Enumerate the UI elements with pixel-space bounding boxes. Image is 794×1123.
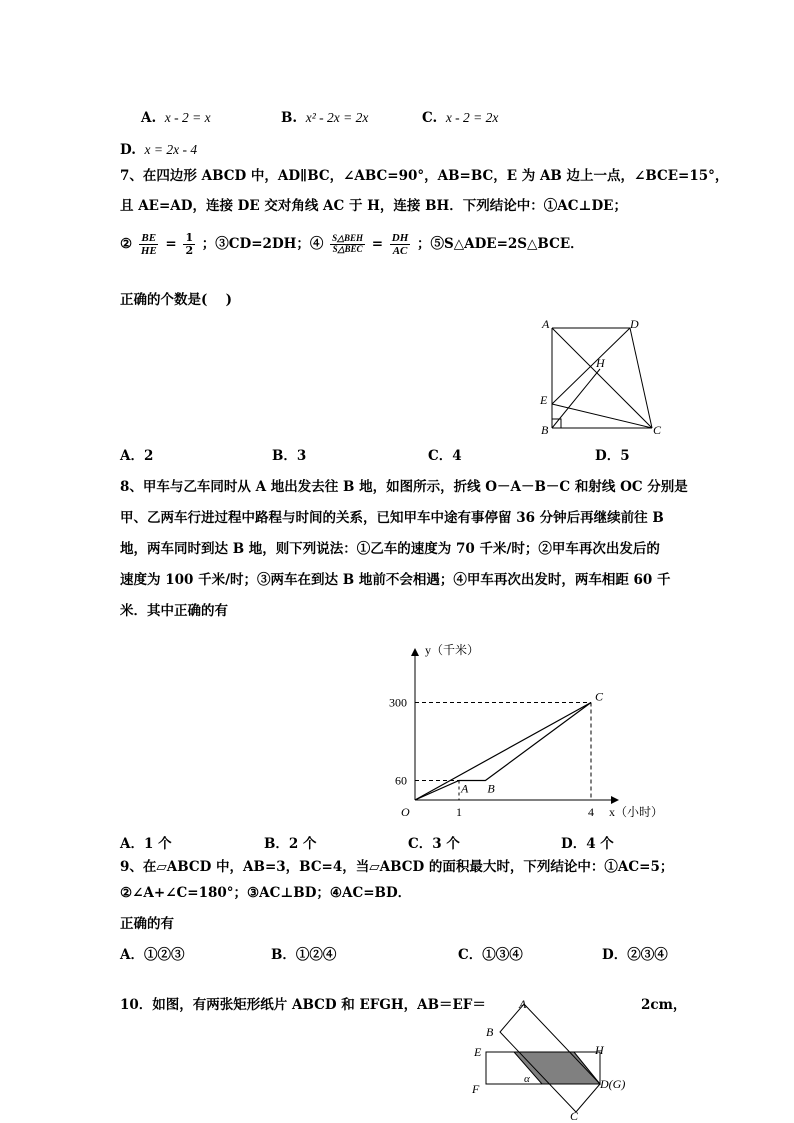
- q6-option-d: [120, 142, 197, 158]
- q7-c2-rnum: 1: [185, 231, 194, 244]
- q6-option-c-expr: x - 2 = 2x: [445, 110, 499, 125]
- q6-option-d-label: D.: [120, 142, 136, 158]
- q8-line2: 甲、乙两车行进过程中路程与时间的关系，已知甲车中途有事停留 36 分钟后再继续前往 B: [120, 510, 664, 526]
- q9-option-b: B．①②④: [271, 947, 337, 963]
- q9-option-a: A．①②③: [120, 947, 185, 963]
- q7-fig-label-c: C: [653, 423, 662, 437]
- q10-fig-label-alpha: α: [524, 1073, 530, 1085]
- q8-line1: 8、甲车与乙车同时从 A 地出发去往 B 地，如图所示，折线 O－A－B－C 和射线 OC 分别是: [120, 479, 688, 495]
- q8-option-b: B．2 个: [264, 836, 317, 852]
- q7-c4-den: S△BEC: [332, 244, 363, 255]
- q6-option-b-label: B.: [281, 110, 298, 126]
- q10-tail: 2cm，: [641, 997, 687, 1013]
- q7-c4-eq: =: [371, 236, 384, 253]
- q8-line4: 速度为 100 千米/时；③两车在到达 B 地前不会相遇；④甲车再次出发时，两车相距 60 千: [120, 572, 671, 588]
- q10-fig-label-c: C: [570, 1109, 579, 1123]
- q7-c4-rden: AC: [392, 245, 408, 258]
- q7-c5: ；⑤S△ADE=2S△BCE．: [416, 236, 584, 253]
- q8-origin-label: O: [401, 805, 410, 819]
- q6-option-c-label: C.: [422, 110, 438, 126]
- q7-c2-num: BE: [141, 232, 157, 244]
- q7-c2-den: HE: [140, 245, 157, 258]
- q10-figure: [466, 996, 646, 1123]
- q7-figure: [532, 316, 672, 440]
- q8-ylabel: y（千米）: [425, 643, 480, 657]
- q10-line1: 10．如图，有两张矩形纸片 ABCD 和 EFGH，AB＝EF＝: [120, 997, 486, 1013]
- q7-fig-label-a: A: [542, 317, 550, 331]
- q7-c4-rnum: DH: [391, 232, 409, 244]
- q7-line1: 7、在四边形 ABCD 中，AD∥BC，∠ABC=90°，AB=BC，E 为 AB 边上一点，∠BCE=15°，: [120, 168, 729, 184]
- q9-question: 正确的有: [120, 916, 174, 932]
- q8-line5: 米．其中正确的有: [120, 603, 228, 619]
- q8-chart: [385, 638, 675, 828]
- q7-c2-rfraction: [183, 232, 195, 257]
- q7-c2-marker: ②: [120, 236, 133, 253]
- q7-option-b: B．3: [272, 448, 307, 464]
- q8-point-label-c: C: [595, 689, 604, 704]
- q9-line1: 9、在▱ABCD 中，AB=3，BC=4，当▱ABCD 的面积最大时，下列结论中：①AC=5；: [120, 859, 674, 875]
- q8-line3: 地，两车同时到达 B 地，则下列说法：①乙车的速度为 70 千米/时；②甲车再次出发后的: [120, 541, 660, 557]
- q8-y-tick-60: 60: [395, 773, 407, 788]
- q7-fig-label-b: B: [541, 423, 549, 437]
- q7-option-a: A．2: [120, 448, 154, 464]
- q7-c2-eq: =: [165, 236, 177, 253]
- q6-option-a-label: A.: [141, 110, 157, 126]
- q6-option-d-expr: x = 2x - 4: [144, 142, 198, 157]
- q8-y-tick-300: 300: [389, 695, 407, 710]
- q9-option-d: D．②③④: [602, 947, 668, 963]
- q8-option-d: D．4 个: [561, 836, 614, 852]
- q7-fig-label-e: E: [540, 393, 548, 407]
- q8-option-a: A．1 个: [120, 836, 172, 852]
- q10-fig-label-e: E: [474, 1045, 482, 1059]
- q8-point-label-a: A: [461, 781, 469, 796]
- q9-line2: ②∠A+∠C=180°；③AC⊥BD；④AC=BD．: [120, 885, 412, 901]
- q6-option-c: [422, 110, 498, 126]
- q7-c2-rden: 2: [185, 244, 194, 258]
- q7-c2-fraction: [139, 232, 159, 257]
- q10-fig-label-a: A: [519, 997, 527, 1011]
- q8-x-tick-4: 4: [588, 805, 594, 819]
- q7-option-c: C．4: [428, 448, 462, 464]
- q7-fig-label-h: H: [596, 356, 605, 370]
- q6-option-b: [281, 110, 368, 126]
- q6-option-a: [141, 110, 211, 126]
- q6-option-b-expr: x² - 2x = 2x: [305, 110, 369, 125]
- q7-question: 正确的个数是( ): [120, 292, 232, 308]
- q8-option-c: C．3 个: [408, 836, 460, 852]
- q10-fig-label-h: H: [595, 1043, 604, 1057]
- q8-xlabel: x（小时）: [609, 805, 664, 819]
- q10-fig-label-f: F: [472, 1082, 480, 1096]
- q10-fig-label-b: B: [486, 1025, 494, 1039]
- q8-point-label-b: B: [487, 781, 495, 796]
- q9-option-c: C．①③④: [458, 947, 523, 963]
- q7-c3: ；③CD=2DH；④: [201, 236, 324, 253]
- q7-c4-fraction: [330, 234, 365, 255]
- q7-line2: 且 AE=AD，连接 DE 交对角线 AC 于 H，连接 BH．下列结论中：①AC⊥DE；: [120, 198, 627, 214]
- q6-option-a-expr: x - 2 = x: [164, 110, 211, 125]
- q8-x-tick-1: 1: [456, 805, 462, 819]
- q7-c4-num: S△BEH: [332, 233, 364, 244]
- q7-c4-rfraction: [390, 232, 411, 257]
- q8-series-1-line: [415, 703, 591, 801]
- q7-option-d: D．5: [595, 448, 630, 464]
- q7-line3: [120, 232, 584, 257]
- q10-fig-label-dg: D(G): [600, 1077, 626, 1091]
- q7-fig-label-d: D: [630, 317, 639, 331]
